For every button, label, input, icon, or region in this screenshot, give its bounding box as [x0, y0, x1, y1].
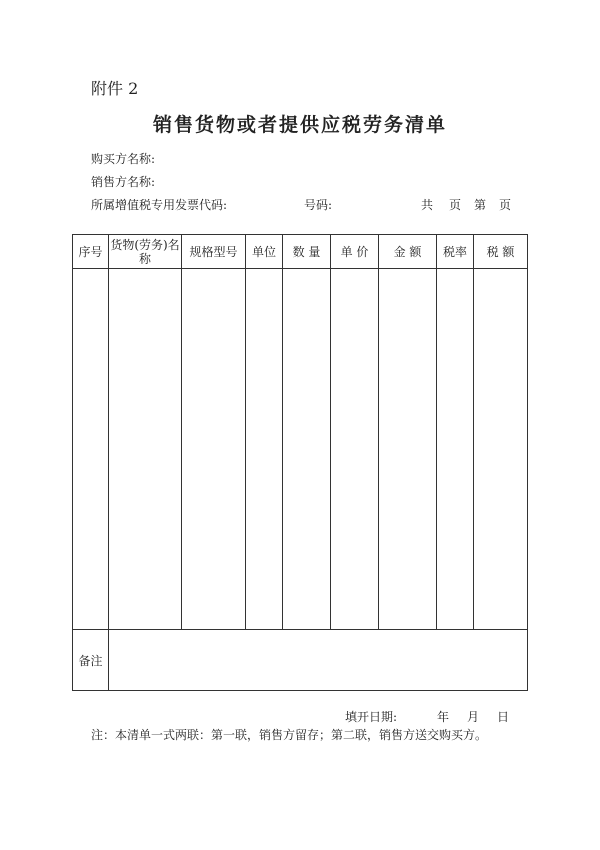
fill-date-year: 年: [437, 710, 450, 724]
fill-date-line: [345, 708, 515, 724]
remarks-row: [73, 630, 528, 691]
total-pages-unit: 页: [449, 198, 462, 212]
goods-list-table: [72, 234, 528, 691]
remarks-cell: [109, 630, 528, 691]
table-cell: [437, 269, 474, 630]
header-amount: 金 额: [379, 235, 437, 269]
header-spec-model: 规格型号: [182, 235, 246, 269]
invoice-code-line: [91, 196, 511, 212]
buyer-name-label: 购买方名称:: [91, 152, 156, 166]
attachment-label: 附件 2: [91, 79, 139, 98]
fill-date-label: 填开日期:: [345, 710, 398, 724]
header-tax-rate: 税率: [437, 235, 474, 269]
header-unit-price: 单 价: [331, 235, 379, 269]
footnote: 注：本清单一式两联：第一联，销售方留存；第二联，销售方送交购买方。: [91, 728, 488, 742]
fill-date-day: 日: [497, 710, 510, 724]
table-cell: [246, 269, 283, 630]
fill-date-month: 月: [467, 710, 480, 724]
current-page-unit: 页: [499, 198, 512, 212]
header-unit: 单位: [246, 235, 283, 269]
remarks-label: 备注: [73, 630, 109, 691]
header-quantity: 数 量: [283, 235, 331, 269]
header-goods-name: 货物(劳务)名称: [109, 235, 182, 269]
table-cell: [379, 269, 437, 630]
table-cell: [331, 269, 379, 630]
header-tax-amount: 税 额: [474, 235, 528, 269]
table-cell: [283, 269, 331, 630]
table-body-row: [73, 269, 528, 630]
invoice-number-label: 号码:: [304, 198, 333, 212]
seller-name-label: 销售方名称:: [91, 175, 156, 189]
invoice-code-label: 所属增值税专用发票代码:: [91, 198, 228, 212]
table-cell: [182, 269, 246, 630]
table-cell: [474, 269, 528, 630]
table-header-row: [73, 235, 528, 269]
page-title: 销售货物或者提供应税劳务清单: [152, 114, 447, 136]
table-cell: [73, 269, 109, 630]
header-serial: 序号: [73, 235, 109, 269]
current-page-label: 第: [474, 198, 487, 212]
total-pages-label: 共: [421, 198, 434, 212]
table-cell: [109, 269, 182, 630]
